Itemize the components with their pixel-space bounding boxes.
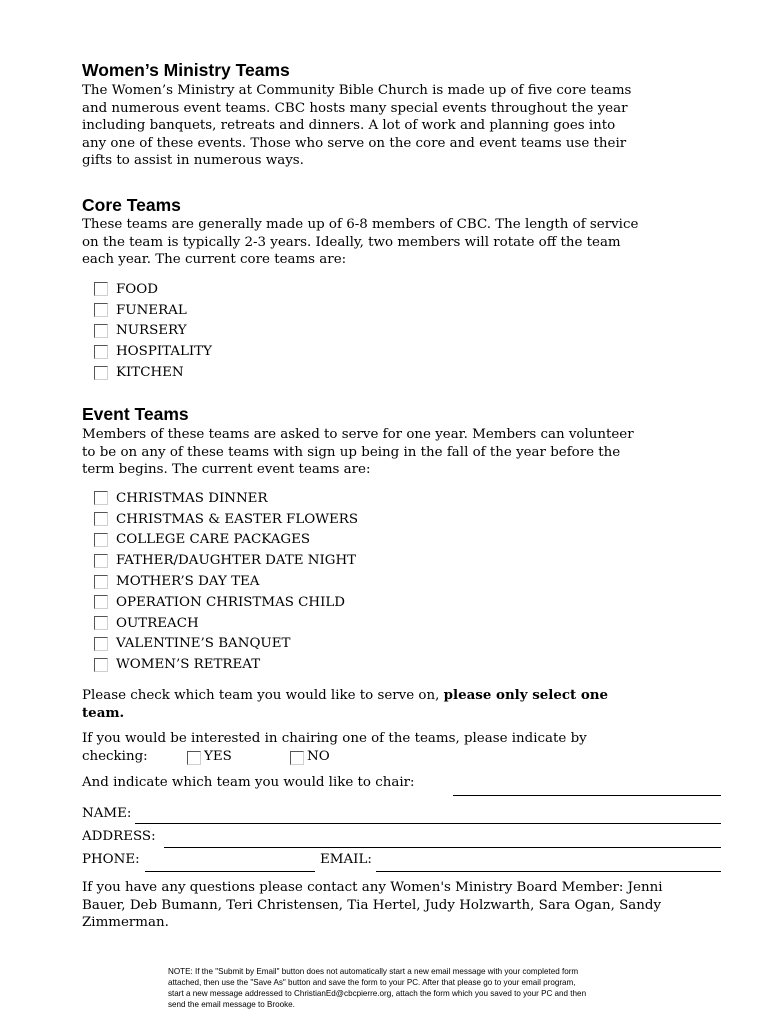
select-instruction-line bbox=[82, 705, 702, 723]
chair-instruction: If you would be interested in chairing one of the teams, please indicate by bbox=[82, 731, 587, 746]
select-instruction-text: Please check which team you would like to serve on, bbox=[82, 688, 444, 703]
core-desc-line: each year. The current core teams are: bbox=[82, 252, 347, 268]
core-desc-line: on the team is typically 2-3 years. Ideally, two members will rotate off the team bbox=[82, 234, 621, 250]
chair-team-label: And indicate which team you would like to chair: bbox=[82, 775, 415, 790]
checkbox-christmas-easter-flowers[interactable] bbox=[94, 512, 108, 526]
checkbox-outreach[interactable] bbox=[94, 616, 108, 630]
intro-paragraph bbox=[82, 82, 702, 170]
core-team-item bbox=[94, 362, 212, 383]
intro-line: any one of these events. Those who serve on the core and event teams use their bbox=[82, 135, 627, 151]
checkbox-father-daughter-date-night[interactable] bbox=[94, 554, 108, 568]
chair-team-field[interactable] bbox=[453, 782, 721, 796]
core-team-label: KITCHEN bbox=[116, 365, 184, 381]
intro-line: including banquets, retreats and dinners. A lot of work and planning goes into bbox=[82, 118, 616, 134]
core-team-label: NURSERY bbox=[116, 323, 187, 339]
core-teams-heading: Core Teams bbox=[82, 195, 181, 215]
note-line: start a new message addressed to ChristianEd@cbcpierre.org, attach the form which you saved to your PC and then bbox=[168, 989, 587, 998]
event-desc-line: term begins. The current event teams are: bbox=[82, 462, 371, 478]
checkbox-womens-retreat[interactable] bbox=[94, 658, 108, 672]
checkbox-college-care-packages[interactable] bbox=[94, 533, 108, 547]
note-line: NOTE: If the "Submit by Email" button does not automatically start a new email message with your completed form bbox=[168, 967, 579, 976]
event-team-label: OPERATION CHRISTMAS CHILD bbox=[116, 594, 346, 610]
checkbox-nursery[interactable] bbox=[94, 324, 108, 338]
select-instruction-bold: please only select one bbox=[443, 687, 609, 703]
core-desc-line: These teams are generally made up of 6-8 members of CBC. The length of service bbox=[82, 217, 639, 232]
event-desc-line: to be on any of these teams with sign up being in the fall of the year before the bbox=[82, 444, 621, 460]
core-team-label: FOOD bbox=[116, 281, 158, 297]
event-team-item bbox=[94, 530, 358, 551]
intro-line: and numerous event teams. CBC hosts many special events throughout the year bbox=[82, 100, 628, 116]
event-team-item bbox=[94, 592, 358, 613]
event-desc-line: Members of these teams are asked to serve for one year. Members can volunteer bbox=[82, 427, 634, 442]
select-instruction-line bbox=[82, 687, 702, 705]
phone-field[interactable] bbox=[145, 858, 315, 872]
event-team-item bbox=[94, 571, 358, 592]
event-team-label: MOTHER’S DAY TEA bbox=[116, 574, 260, 590]
chair-yes-checkbox[interactable] bbox=[187, 751, 201, 765]
address-label: ADDRESS: bbox=[82, 829, 156, 844]
core-teams-description bbox=[82, 216, 702, 269]
checkbox-funeral[interactable] bbox=[94, 303, 108, 317]
questions-line: If you have any questions please contact any Women's Ministry Board Member: Jenni bbox=[82, 880, 663, 895]
checkbox-food[interactable] bbox=[94, 282, 108, 296]
event-team-label: COLLEGE CARE PACKAGES bbox=[116, 532, 311, 548]
chair-yes-label: YES bbox=[204, 749, 232, 764]
intro-line: The Women’s Ministry at Community Bible Church is made up of five core teams bbox=[82, 83, 632, 98]
note-line: attached, then use the "Save As" button and save the form to your PC. After that please go to your email program, bbox=[168, 978, 576, 987]
event-team-label: WOMEN’S RETREAT bbox=[116, 657, 261, 673]
chair-no-label: NO bbox=[307, 749, 330, 764]
core-team-item bbox=[94, 279, 212, 300]
event-teams-list bbox=[94, 488, 358, 675]
page-title: Women’s Ministry Teams bbox=[82, 60, 290, 80]
checking-label: checking: bbox=[82, 749, 148, 764]
phone-label: PHONE: bbox=[82, 852, 140, 867]
checkbox-kitchen[interactable] bbox=[94, 366, 108, 380]
core-teams-list bbox=[94, 279, 212, 383]
email-field[interactable] bbox=[376, 858, 721, 872]
address-field[interactable] bbox=[164, 834, 721, 848]
checkbox-valentines-banquet[interactable] bbox=[94, 637, 108, 651]
event-team-item bbox=[94, 550, 358, 571]
event-team-item bbox=[94, 654, 358, 675]
questions-line: Zimmerman. bbox=[82, 915, 169, 931]
email-note bbox=[168, 966, 638, 1010]
event-team-item bbox=[94, 634, 358, 655]
select-instruction-bold-2: team. bbox=[82, 704, 125, 721]
core-team-label: FUNERAL bbox=[116, 302, 187, 318]
intro-line: gifts to assist in numerous ways. bbox=[82, 153, 304, 169]
event-team-label: FATHER/DAUGHTER DATE NIGHT bbox=[116, 553, 357, 569]
event-team-label: CHRISTMAS DINNER bbox=[116, 490, 268, 506]
event-team-item bbox=[94, 613, 358, 634]
event-team-item bbox=[94, 509, 358, 530]
checkbox-hospitality[interactable] bbox=[94, 345, 108, 359]
chair-no-checkbox[interactable] bbox=[290, 751, 304, 765]
event-team-label: VALENTINE’S BANQUET bbox=[116, 636, 291, 652]
checkbox-operation-christmas-child[interactable] bbox=[94, 595, 108, 609]
event-team-label: OUTREACH bbox=[116, 615, 199, 631]
event-teams-heading: Event Teams bbox=[82, 404, 189, 424]
name-field[interactable] bbox=[135, 810, 721, 824]
event-teams-description bbox=[82, 426, 702, 479]
email-label: EMAIL: bbox=[320, 852, 372, 867]
event-team-label: CHRISTMAS & EASTER FLOWERS bbox=[116, 511, 359, 527]
core-team-label: HOSPITALITY bbox=[116, 344, 212, 360]
event-team-item bbox=[94, 488, 358, 509]
note-line: send the email message to Brooke. bbox=[168, 1000, 295, 1009]
name-label: NAME: bbox=[82, 806, 132, 821]
select-instruction bbox=[82, 687, 702, 722]
core-team-item bbox=[94, 300, 212, 321]
checkbox-christmas-dinner[interactable] bbox=[94, 491, 108, 505]
questions-line: Bauer, Deb Bumann, Teri Christensen, Tia Hertel, Judy Holzwarth, Sara Ogan, Sandy bbox=[82, 897, 662, 913]
core-team-item bbox=[94, 321, 212, 342]
core-team-item bbox=[94, 341, 212, 362]
questions-paragraph bbox=[82, 879, 702, 932]
checkbox-mothers-day-tea[interactable] bbox=[94, 575, 108, 589]
